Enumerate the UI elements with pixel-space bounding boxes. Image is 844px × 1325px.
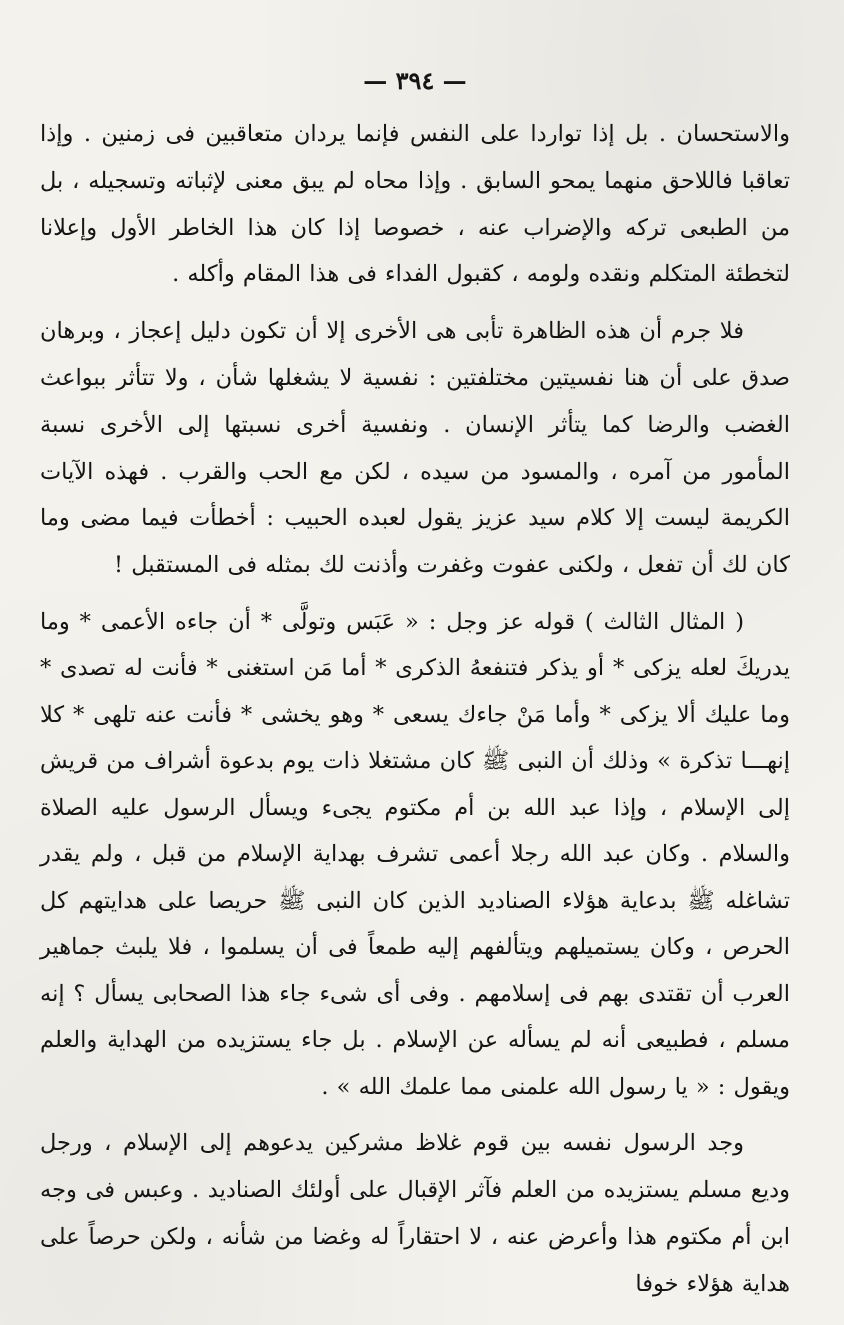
page-number: — ٣٩٤ — bbox=[363, 66, 467, 95]
paragraph-4: وجد الرسول نفسه بين قوم غلاظ مشركين يدعوهم إلى الإسلام ، ورجل وديع مسلم يستزيده من العلم فآثر الإقبال على أولئك الصناديد . وعبس فى وجه ابن أم مكتوم هذا وأعرض عنه ، لا احتقاراً له وغضا من شأنه ، ولكن حرصاً على هداية هؤلاء خوفا bbox=[40, 1130, 790, 1297]
paragraph-2: فلا جرم أن هذه الظاهرة تأبى هى الأخرى إلا أن تكون دليل إعجاز ، وبرهان صدق على أن هنا نفسيتين مختلفتين : نفسية لا يشغلها شأن ، ولا تتأثر ببواعث الغضب والرضا كما يتأثر الإنسان . ونفسية أخرى نسبتها إلى الأخرى نسبة المأمور من آمره ، والمسود من سيده ، لكن مع الحب والقرب . فهذه الآيات الكريمة ليست إلا كلام سيد عزيز يقول لعبده الحبيب : أخطأت فيما مضى وما كان لك أن تفعل ، ولكنى عفوت وغفرت وأذنت لك بمثله فى المستقبل ! bbox=[40, 318, 790, 579]
paragraph-3: ( المثال الثالث ) قوله عز وجل : « عَبَس وتولَّى * أن جاءه الأعمى * وما يدريكَ لعله يزكى * أو يذكر فتنفعهُ الذكرى * أما مَن استغنى * فأنت له تصدى * وما عليك ألا يزكى * وأما مَنْ جاءك يسعى * وهو يخشى * فأنت عنه تلهى * كلا إنهـــا تذكرة » وذلك أن النبى ﷺ كان مشتغلا ذات يوم بدعوة أشراف من قريش إلى الإسلام ، وإذا عبد الله بن أم مكتوم يجىء ويسأل الرسول عليه الصلاة والسلام . وكان عبد الله رجلا أعمى تشرف بهداية الإسلام من قبل ، ولم يقدر تشاغله ﷺ بدعاية هؤلاء الصناديد الذين كان النبى ﷺ حريصا على هدايتهم كل الحرص ، وكان يستميلهم ويتألفهم إليه طمعاً فى أن يسلموا ، فلا يلبث جماهير العرب أن تقتدى بهم فى إسلامهم . وفى أى شىء جاء هذا الصحابى يسأل ؟ إنه مسلم ، فطبيعى أنه لم يسأله عن الإسلام . بل جاء يستزيده من الهداية والعلم ويقول : « يا رسول الله علمنى مما علمك الله » . bbox=[40, 608, 790, 1100]
paragraph-1: والاستحسان . بل إذا تواردا على النفس فإنما يردان متعاقبين فى زمنين . وإذا تعاقبا فاللاحق منهما يمحو السابق . وإذا محاه لم يبق معنى لإثباته وتسجيله ، بل من الطبعى تركه والإضراب عنه ، خصوصا إذا كان هذا الخاطر الأول وإعلانا لتخطئة المتكلم ونقده ولومه ، كقبول الفداء فى هذا المقام وأكله . bbox=[40, 121, 790, 288]
